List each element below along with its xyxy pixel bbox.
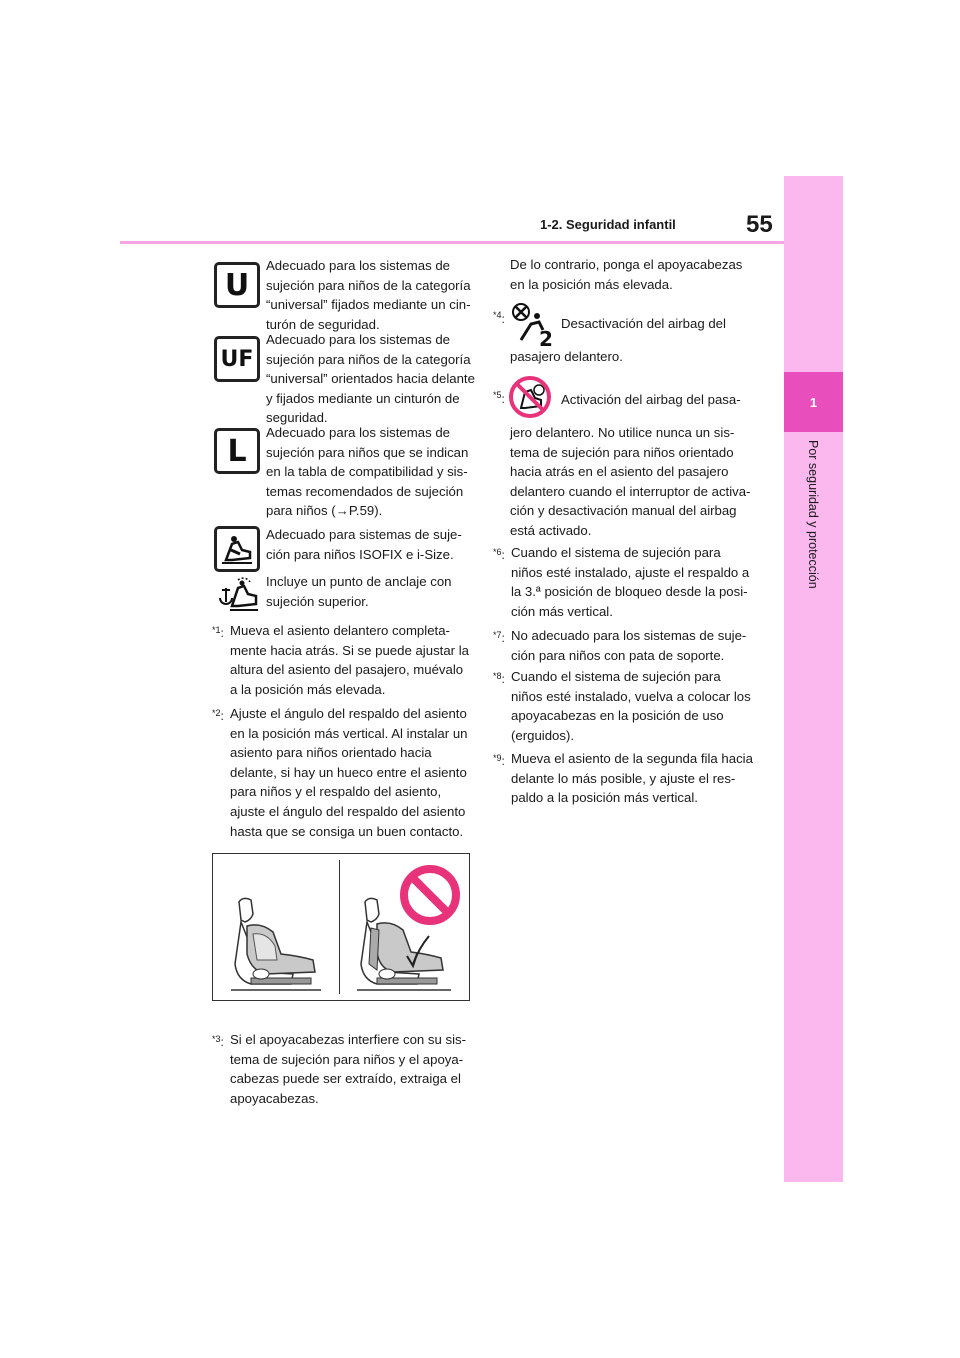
prohibited-icon [399,864,461,926]
svg-text:2: 2 [539,327,553,348]
top-tether-seat-icon [214,574,258,618]
isofix-seat-icon [214,526,260,572]
u-category-icon: U [214,262,260,308]
note-3: $^{*3}$: Si el apoyacabezas interfiere con su sis- tema de sujeción para niños y el apoya- cabezas puede ser extraído, extraiga el apoyacabezas. [212,1032,467,1106]
symbol-l [214,428,260,474]
note-1: $^{*1}$: Mueva el asiento delantero completa- mente hacia atrás. Si se puede ajustar la altura del asiento del pasajero, muévalo a la posición más elevada. [212,623,469,697]
isofix-symbol [214,526,260,572]
airbag-on-prohibit-icon [507,374,553,420]
note-4: $^{*4}$: 2 Desactivación del airbag del pasajero delantero. [493,300,763,370]
note-7: $^{*7}$: No adecuado para los sistemas de suje- ción para niños con pata de soporte. [493,628,747,663]
note-5: $^{*5}$: Activación del airbag del pasa- jero delantero. No utilice nunca un sis- tema de sujeción para niños orientado hacia atrás en el asiento del pasajero delantero cuando el interruptor de activa- ción y desactivación manual del airbag está activado. [493,372,763,542]
headrest-illustration [212,853,470,1001]
note-9: $^{*9}$: Mueva el asiento de la segunda fila hacia delante lo más posible, y ajuste el res- paldo a la posición más vertical. [493,751,753,806]
symbol-u-text: Adecuado para los sistemas de sujeción para niños de la categoría “universal” fijados mediante un cin- turón de seguridad. [266,258,471,332]
top-tether-symbol [214,574,258,618]
note-6: $^{*6}$: Cuando el sistema de sujeción para niños esté instalado, ajuste el respaldo a la 3.ª posición de bloqueo desde la posi- ción más vertical. [493,545,750,619]
note-2: $^{*2}$: Ajuste el ángulo del respaldo del asiento en la posición más vertical. Al instalar un asiento para niños orientado hacia delante, si hay un hueco entre el asiento para niños y el respaldo del asiento, ajuste el ángulo del respaldo del asiento hasta que se consiga un buen contacto. [212,706,468,839]
side-tab-number: 1 [784,372,843,432]
symbol-uf-text: Adecuado para los sistemas de sujeción para niños de la categoría “universal” orientados hacia delante y fijados mediante un cinturón de seguridad. [266,332,475,426]
symbol-u [214,262,260,308]
continuation-text: De lo contrario, ponga el apoyacabezas en la posición más elevada. [510,257,743,292]
illustration-divider [339,860,340,994]
correct-seat-drawing [221,894,333,998]
airbag-off-icon [507,300,555,348]
header-rule [120,241,784,244]
note-8: $^{*8}$: Cuando el sistema de sujeción para niños esté instalado, vuelva a colocar los apoyacabezas en la posición de uso (erguidos). [493,669,751,743]
section-title: 1-2. Seguridad infantil [540,217,676,232]
page-number: 55 [746,211,773,238]
symbol-l-text: Adecuado para los sistemas de sujeción para niños que se indican en la tabla de compatibilidad y sis- temas recomendados de sujeción para niños (→P.59). [266,425,469,519]
side-tab-label: Por seguridad y protección [805,440,820,589]
l-category-icon: L [214,428,260,474]
isofix-text: Adecuado para sistemas de suje- ción para niños ISOFIX e i-Size. [266,527,462,562]
symbol-uf [214,336,260,382]
top-tether-text: Incluye un punto de anclaje con sujeción superior. [266,574,452,609]
uf-category-icon: UF [214,336,260,382]
